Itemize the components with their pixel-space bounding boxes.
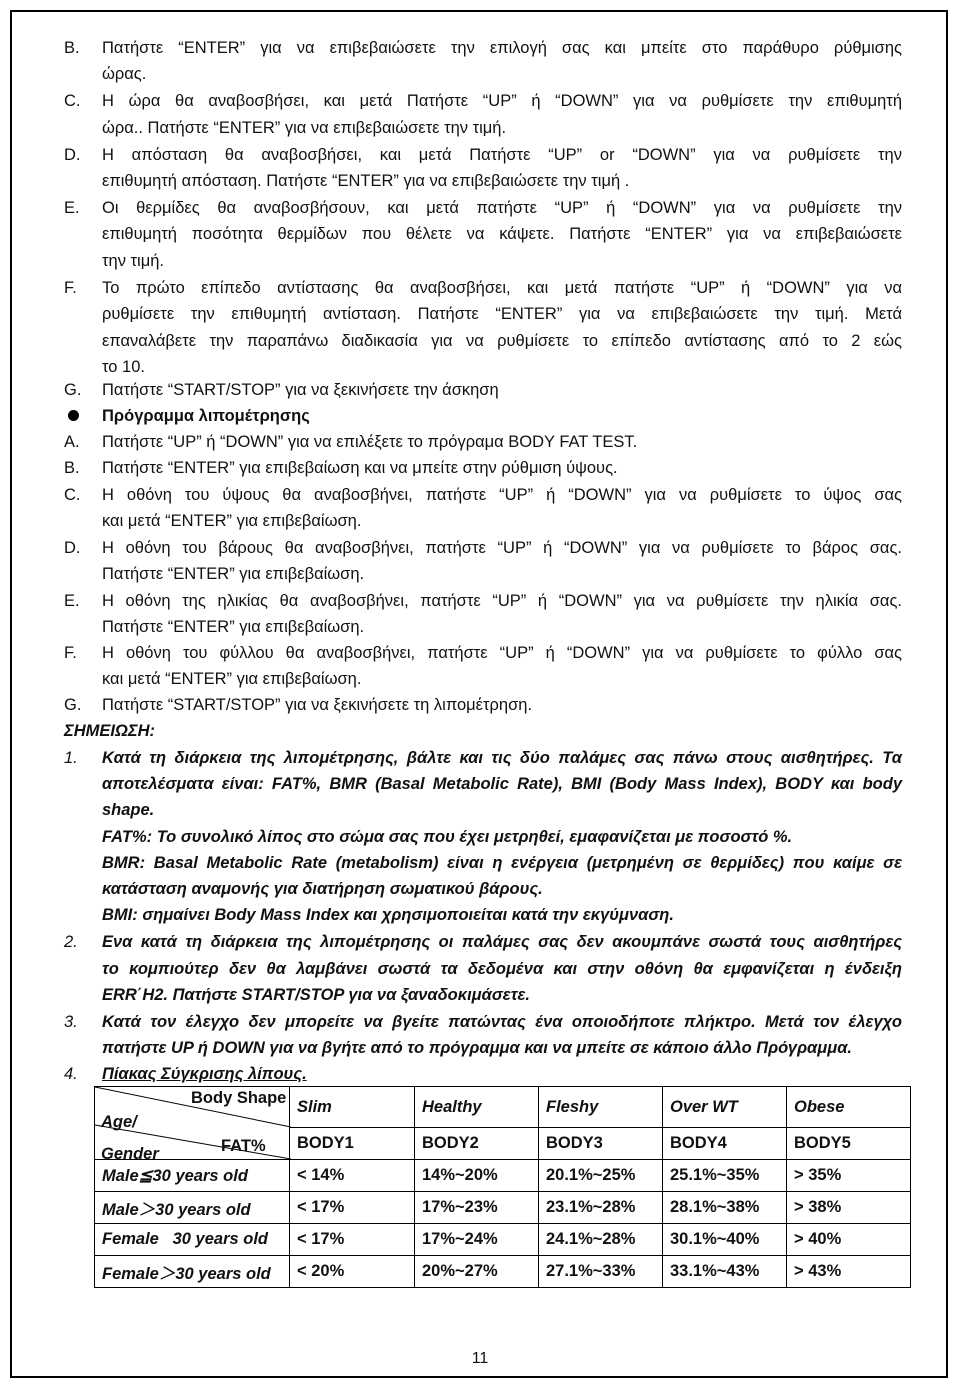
note-4 (64, 1061, 902, 1087)
row-label: Female＞30 years old (95, 1256, 290, 1288)
shape-healthy: Healthy (415, 1087, 539, 1128)
corner-body-shape: Body Shape (191, 1089, 287, 1107)
bf-step-f (64, 640, 902, 666)
table-cell: > 43% (787, 1256, 911, 1288)
list-marker: F. (64, 279, 77, 297)
step-c-cont (64, 115, 902, 141)
step-e-calories (64, 195, 902, 221)
table-cell: 23.1%~28% (539, 1192, 663, 1224)
line-text: Πατήστε “ENTER” για να επιβεβαιώσετε την επιλογή σας και μπείτε στο παράθυρο ρύθμισης (102, 39, 902, 57)
line-text: αποτελέσματα είναι: FAT%, BMR (Basal Metabolic Rate), BMI (Body Mass Index), BODY και body (102, 775, 902, 793)
body-type-1: BODY1 (290, 1128, 415, 1160)
list-marker: A. (64, 433, 80, 451)
line-text: πατήστε UP ή DOWN για να βγήτε από το πρόγραμμα και να μπείτε σε κάποιο άλλο Πρόγραμμα. (102, 1039, 853, 1057)
note-1-cont (64, 771, 902, 797)
step-c-time (64, 88, 902, 114)
line-text: Η οθόνη του φύλλου θα αναβοσβήνει, πατήστε “UP” ή “DOWN” για να ρυθμίσετε το φύλλο σας (102, 644, 902, 662)
line-text: και μετά “ENTER” για επιβεβαίωση. (102, 512, 362, 530)
corner-age: Age/ (101, 1113, 137, 1131)
row-label: Male＞30 years old (95, 1192, 290, 1224)
list-marker: C. (64, 486, 81, 504)
table-cell: < 14% (290, 1160, 415, 1192)
table-cell: 20%~27% (415, 1256, 539, 1288)
table-cell: > 40% (787, 1224, 911, 1256)
note-1-bmi (64, 902, 902, 928)
line-text: το κομπιούτερ δεν θα λαμβάνει σωστά τα δεδομένα και στην οθόνη θα εμφανίζεται η ένδειξη (102, 960, 902, 978)
table-row (95, 1256, 911, 1288)
line-text: Η οθόνη του ύψους θα αναβοσβήνει, πατήστε “UP” ή “DOWN” για να ρυθμίσετε το ύψος σας (102, 486, 902, 504)
corner-gender: Gender (101, 1145, 159, 1163)
step-f-cont (64, 301, 902, 327)
table-cell: < 20% (290, 1256, 415, 1288)
step-d-cont (64, 168, 902, 194)
line-text: Πατήστε “ENTER” για επιβεβαίωση. (102, 618, 365, 636)
list-marker: G. (64, 381, 82, 399)
table-cell: < 17% (290, 1192, 415, 1224)
list-marker: E. (64, 199, 80, 217)
line-text: ERR΄H2. Πατήστε START/STOP για να ξαναδοκιμάσετε. (102, 986, 530, 1004)
body-fat-table (94, 1086, 911, 1288)
bf-step-d-cont (64, 561, 902, 587)
shape-slim: Slim (290, 1087, 415, 1128)
step-e-cont2 (64, 248, 902, 274)
table-cell: 14%~20% (415, 1160, 539, 1192)
table-row (95, 1160, 911, 1192)
line-text: Η απόσταση θα αναβοσβήσει, και μετά Πατήστε “UP” or “DOWN” για να ρυθμίσετε την (102, 146, 902, 164)
table-cell: < 17% (290, 1224, 415, 1256)
step-e-cont (64, 221, 902, 247)
note-3-cont (64, 1035, 902, 1061)
table-cell: 25.1%~35% (663, 1160, 787, 1192)
line-text: Η οθόνη του βάρους θα αναβοσβήνει, πατήστε “UP” ή “DOWN” για να ρυθμίσετε το βάρος σας. (102, 539, 902, 557)
table-cell: > 35% (787, 1160, 911, 1192)
line-text: επιθυμητή απόσταση. Πατήστε “ENTER” για να επιβεβαιώσετε την τιμή . (102, 172, 630, 190)
bf-step-e-cont (64, 614, 902, 640)
page-number: 11 (471, 1350, 489, 1367)
section-heading-body-fat (64, 403, 902, 429)
shape-over-wt: Over WT (663, 1087, 787, 1128)
line-text: Κατά τον έλεγχο δεν μπορείτε να βγείτε πατώντας ένα οποιοδήποτε πλήκτρο. Μετά τον έλεγχο (102, 1013, 902, 1031)
note-1-bmr-cont (64, 876, 902, 902)
table-header-row (95, 1087, 911, 1128)
table-row (95, 1224, 911, 1256)
note-2-cont (64, 956, 902, 982)
list-marker: E. (64, 592, 80, 610)
corner-fat: FAT% (221, 1137, 266, 1155)
table-cell: 30.1%~40% (663, 1224, 787, 1256)
list-marker: C. (64, 92, 81, 110)
line-text: την τιμή. (102, 252, 164, 270)
table-caption: Πίακας Σύγκρισης λίπους. (102, 1065, 307, 1083)
table-cell: 17%~23% (415, 1192, 539, 1224)
list-marker: D. (64, 146, 81, 164)
step-b-time (64, 35, 902, 61)
bf-step-c-cont (64, 508, 902, 534)
notes-heading (64, 718, 902, 744)
shape-fleshy: Fleshy (539, 1087, 663, 1128)
shape-obese: Obese (787, 1087, 911, 1128)
table-cell: 33.1%~43% (663, 1256, 787, 1288)
bullet-icon (68, 410, 79, 421)
line-text: Η οθόνη της ηλικίας θα αναβοσβήνει, πατήστε “UP” ή “DOWN” για να ρυθμίσετε την ηλικία σας. (102, 592, 902, 610)
section-title: Πρόγραμμα λιπομέτρησης (102, 407, 310, 425)
line-text: το 10. (102, 358, 145, 376)
line-text: ώρα.. Πατήστε “ENTER” για να επιβεβαιώσετε την τιμή. (102, 119, 507, 137)
row-label: Female 30 years old (95, 1224, 290, 1256)
table-cell: 27.1%~33% (539, 1256, 663, 1288)
line-text: Πατήστε “START/STOP” για να ξεκινήσετε την άσκηση (102, 381, 499, 399)
list-marker: 4. (64, 1065, 78, 1083)
line-text: FAT%: Το συνολικό λίπος στο σώμα σας που έχει μετρηθεί, εμαφανίζεται με ποσοστό %. (102, 828, 793, 846)
table-cell: 28.1%~38% (663, 1192, 787, 1224)
line-text: και μετά “ENTER” για επιβεβαίωση. (102, 670, 362, 688)
note-1 (64, 745, 902, 771)
line-text: Πατήστε “ENTER” για επιβεβαίωση και να μπείτε στην ρύθμιση ύψους. (102, 459, 618, 477)
line-text: κατάσταση αναμονής για διατήρηση σωματικού βάρους. (102, 880, 543, 898)
line-text: Κατά τη διάρκεια της λιπομέτρησης, βάλτε και τις δύο παλάμες σας πάνω στους αισθητήρες. Τα (102, 749, 902, 767)
line-text: Οι θερμίδες θα αναβοσβήσουν, και μετά πατήστε “UP” ή “DOWN” για να ρυθμίσετε την (102, 199, 902, 217)
line-text: Πατήστε “ENTER” για επιβεβαίωση. (102, 565, 365, 583)
body-type-3: BODY3 (539, 1128, 663, 1160)
row-label: Male≦30 years old (95, 1160, 290, 1192)
note-1-bmr (64, 850, 902, 876)
line-text: επαναλάβετε την παραπάνω διαδικασία για να ρυθμίσετε το επίπεδο αντίστασης από το 2 εώς (102, 332, 902, 350)
table-cell: > 38% (787, 1192, 911, 1224)
body-type-4: BODY4 (663, 1128, 787, 1160)
list-marker: G. (64, 696, 82, 714)
list-marker: F. (64, 644, 77, 662)
table-cell: 24.1%~28% (539, 1224, 663, 1256)
step-f-resistance (64, 275, 902, 301)
line-text: Το πρώτο επίπεδο αντίστασης θα αναβοσβήσει, και μετά πατήστε “UP” ή “DOWN” για να (102, 279, 902, 297)
note-1-fat (64, 824, 902, 850)
table-cell: 17%~24% (415, 1224, 539, 1256)
list-marker: 3. (64, 1013, 78, 1031)
table-corner-cell (95, 1087, 290, 1163)
note-1-cont2 (64, 797, 902, 823)
step-d-distance (64, 142, 902, 168)
line-text: Πατήστε “START/STOP” για να ξεκινήσετε τη λιπομέτρηση. (102, 696, 533, 714)
list-marker: 1. (64, 749, 78, 767)
bf-step-c (64, 482, 902, 508)
list-marker: 2. (64, 933, 78, 951)
step-g-start (64, 377, 902, 403)
bf-step-f-cont (64, 666, 902, 692)
line-text: shape. (102, 801, 155, 819)
bf-step-g (64, 692, 902, 718)
line-text: Ενα κατά τη διάρκεια της λιπομέτρησης οι παλάμες σας δεν ακουμπάνε σωστά τους αισθητήρες (102, 933, 902, 951)
line-text: Πατήστε “UP” ή “DOWN” για να επιλέξετε το πρόγραμα BODY FAT TEST. (102, 433, 638, 451)
note-2-cont2 (64, 982, 902, 1008)
bf-step-e (64, 588, 902, 614)
step-f-cont2 (64, 328, 902, 354)
line-text: επιθυμητή ποσότητα θερμίδων που θέλετε να κάψετε. Πατήστε “ENTER” για να επιβεβαιώσετε (102, 225, 902, 243)
body-type-2: BODY2 (415, 1128, 539, 1160)
line-text: ώρας. (102, 65, 147, 83)
bf-step-a (64, 429, 902, 455)
list-marker: D. (64, 539, 81, 557)
bf-step-d (64, 535, 902, 561)
note-3 (64, 1009, 902, 1035)
line-text: ρυθμίσετε την επιθυμητή αντίσταση. Πατήστε “ENTER” για να επιβεβαιώσετε την τιμή. Μετά (102, 305, 902, 323)
body-type-5: BODY5 (787, 1128, 911, 1160)
note-2 (64, 929, 902, 955)
line-text: BMR: Basal Metabolic Rate (metabolism) είναι η ενέργεια (μετρημένη σε θερμίδες) που καίμε σε (102, 854, 902, 872)
line-text: Η ώρα θα αναβοσβήσει, και μετά Πατήστε “UP” ή “DOWN” για να ρυθμίσετε την επιθυμητή (102, 92, 902, 110)
table-cell: 20.1%~25% (539, 1160, 663, 1192)
bf-step-b (64, 455, 902, 481)
line-text: BMI: σημαίνει Body Mass Index και χρησιμοποιείται κατά την εκγύμναση. (102, 906, 674, 924)
table-row (95, 1192, 911, 1224)
step-b-cont (64, 61, 902, 87)
notes-title: ΣΗΜΕΙΩΣΗ: (64, 722, 156, 740)
list-marker: B. (64, 459, 80, 477)
list-marker: B. (64, 39, 80, 57)
